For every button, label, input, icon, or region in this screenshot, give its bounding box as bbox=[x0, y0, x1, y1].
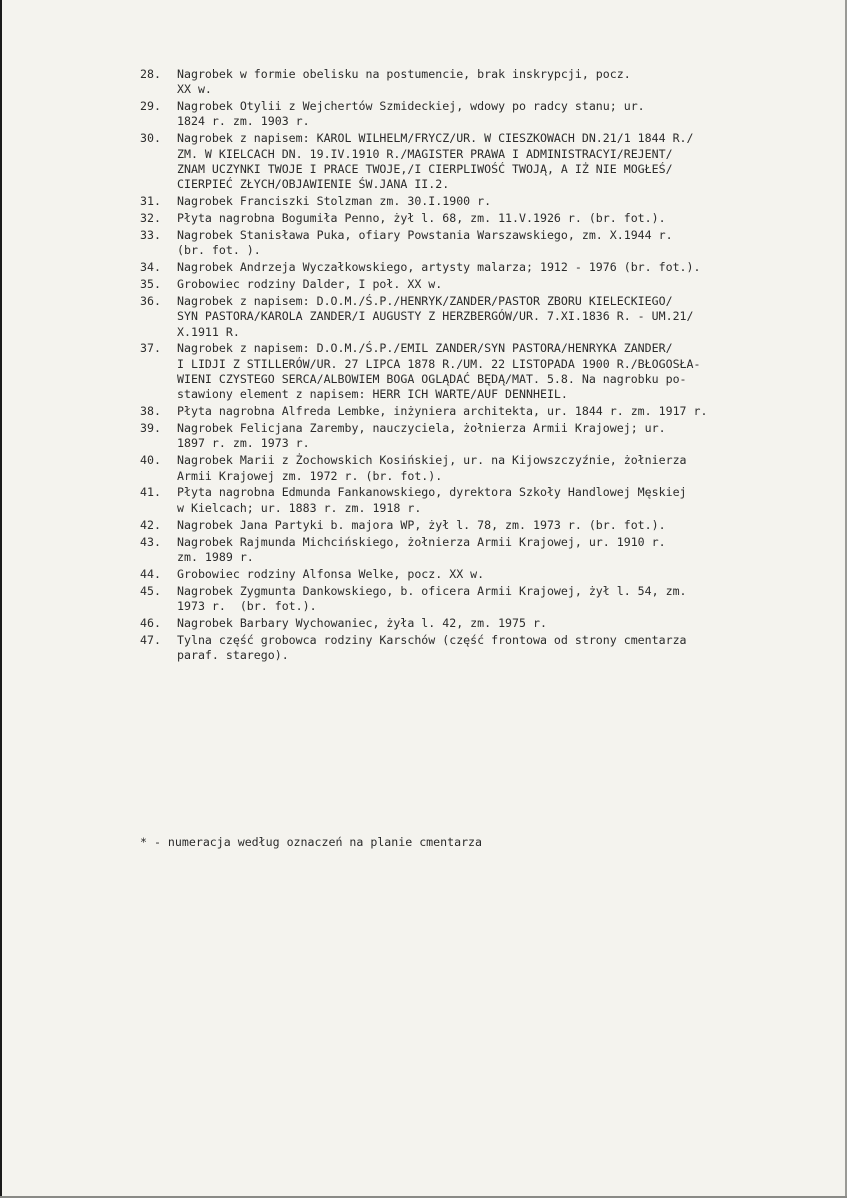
entry-text: Nagrobek Zygmunta Dankowskiego, b. oficera Armii Krajowej, żył l. 54, zm. 1973 r. (br. fot.). bbox=[177, 583, 687, 613]
entry-number: 38. bbox=[140, 404, 161, 419]
list-item bbox=[140, 67, 830, 98]
entry-text: Nagrobek Rajmunda Michcińskiego, żołnierza Armii Krajowej, ur. 1910 r. zm. 1989 r. bbox=[177, 534, 666, 564]
entry-number: 31. bbox=[140, 194, 161, 209]
list-item bbox=[140, 453, 830, 484]
entry-number: 45. bbox=[140, 583, 161, 598]
entry-text: Nagrobek Marii z Żochowskich Kosińskiej, ur. na Kijowszczyźnie, żołnierza Armii Krajowej zm. 1972 r. (br. fot.). bbox=[177, 453, 687, 483]
entry-number: 36. bbox=[140, 293, 161, 308]
entry-number: 33. bbox=[140, 227, 161, 242]
entry-number: 44. bbox=[140, 566, 161, 581]
list-item bbox=[140, 131, 830, 192]
entry-number: 29. bbox=[140, 99, 161, 114]
entry-number: 30. bbox=[140, 131, 161, 146]
list-item bbox=[140, 584, 830, 615]
entry-text: Płyta nagrobna Bogumiła Penno, żył l. 68, zm. 11.V.1926 r. (br. fot.). bbox=[177, 211, 666, 226]
entry-number: 32. bbox=[140, 211, 161, 226]
entry-number: 37. bbox=[140, 341, 161, 356]
list-item bbox=[140, 260, 830, 275]
list-item bbox=[140, 211, 830, 226]
list-item bbox=[140, 277, 830, 292]
entry-number: 39. bbox=[140, 421, 161, 436]
footnote: * - numeracja według oznaczeń na planie cmentarza bbox=[140, 835, 483, 849]
list-item bbox=[140, 535, 830, 566]
list-item bbox=[140, 633, 830, 664]
entry-text: Nagrobek z napisem: D.O.M./Ś.P./HENRYK/ZANDER/PASTOR ZBORU KIELECKIEGO/ SYN PASTORA/KAROLA ZANDER/I AUGUSTY Z HERZBERGÓW/UR. 7.XI.1836 R. - UM.21/ X.1911 R. bbox=[177, 293, 694, 339]
list-item bbox=[140, 518, 830, 533]
entry-text: Płyta nagrobna Alfreda Lembke, inżyniera architekta, ur. 1844 r. zm. 1917 r. bbox=[177, 404, 708, 419]
entry-text: Nagrobek Barbary Wychowaniec, żyła l. 42, zm. 1975 r. bbox=[177, 615, 547, 630]
entry-text: Nagrobek w formie obelisku na postumencie, brak inskrypcji, pocz. XX w. bbox=[177, 67, 631, 97]
entry-text: Nagrobek Jana Partyki b. majora WP, żył l. 78, zm. 1973 r. (br. fot.). bbox=[177, 517, 666, 532]
list-item bbox=[140, 294, 830, 340]
entry-number: 42. bbox=[140, 517, 161, 532]
grave-entries-list bbox=[140, 67, 830, 665]
entry-number: 35. bbox=[140, 277, 161, 292]
entry-text: Nagrobek Felicjana Zaremby, nauczyciela, żołnierza Armii Krajowej; ur. 1897 r. zm. 1973 r. bbox=[177, 421, 666, 451]
entry-text: Nagrobek Andrzeja Wyczałkowskiego, artysty malarza; 1912 - 1976 (br. fot.). bbox=[177, 260, 701, 275]
entry-text: Tylna część grobowca rodziny Karschów (część frontowa od strony cmentarza paraf. starego). bbox=[177, 632, 687, 662]
list-item bbox=[140, 567, 830, 582]
entry-text: Nagrobek Franciszki Stolzman zm. 30.I.1900 r. bbox=[177, 194, 492, 209]
list-item bbox=[140, 228, 830, 259]
entry-number: 47. bbox=[140, 632, 161, 647]
entry-number: 34. bbox=[140, 260, 161, 275]
list-item bbox=[140, 421, 830, 452]
entry-number: 43. bbox=[140, 534, 161, 549]
list-item bbox=[140, 341, 830, 402]
entry-text: Nagrobek z napisem: D.O.M./Ś.P./EMIL ZANDER/SYN PASTORA/HENRYKA ZANDER/ I LIDJI Z STILLERÓW/UR. 27 LIPCA 1878 R./UM. 22 LISTOPADA 1900 R./BŁOGOSŁA- WIENI CZYSTEGO SERCA/ALBOWIEM BOGA OGLĄDAĆ BĘDĄ/MAT. 5.8. Na nagrobku po- stawiony element z napisem: HERR ICH WARTE/AUF DENNHEIL. bbox=[177, 341, 701, 402]
entry-text: Grobowiec rodziny Dalder, I poł. XX w. bbox=[177, 277, 443, 292]
list-item bbox=[140, 404, 830, 419]
page-left-edge bbox=[0, 0, 2, 1198]
list-item bbox=[140, 99, 830, 130]
entry-text: Nagrobek z napisem: KAROL WILHELM/FRYCZ/UR. W CIESZKOWACH DN.21/1 1844 R./ ZM. W KIELCACH DN. 19.IV.1910 R./MAGISTER PRAWA I ADMINISTRACYI/REJENT/ ZNAM UCZYNKI TWOJE I PRACE TWOJE,/I CIERPLIWOŚĆ TWOJĄ, A IŻ NIE MOGŁEŚ/ CIERPIEĆ ZŁYCH/OBJAWIENIE ŚW.JANA II.2. bbox=[177, 131, 694, 192]
list-item bbox=[140, 485, 830, 516]
entry-text: Grobowiec rodziny Alfonsa Welke, pocz. XX w. bbox=[177, 566, 485, 581]
entry-number: 41. bbox=[140, 485, 161, 500]
list-item bbox=[140, 616, 830, 631]
entry-number: 40. bbox=[140, 453, 161, 468]
entry-text: Płyta nagrobna Edmunda Fankanowskiego, dyrektora Szkoły Handlowej Męskiej w Kielcach; ur. 1883 r. zm. 1918 r. bbox=[177, 485, 687, 515]
entry-number: 46. bbox=[140, 615, 161, 630]
entry-text: Nagrobek Stanisława Puka, ofiary Powstania Warszawskiego, zm. X.1944 r. (br. fot. ). bbox=[177, 227, 673, 258]
entry-text: Nagrobek Otylii z Wejchertów Szmideckiej, wdowy po radcy stanu; ur. 1824 r. zm. 1903 r. bbox=[177, 99, 645, 129]
list-item bbox=[140, 194, 830, 209]
entry-number: 28. bbox=[140, 67, 161, 81]
